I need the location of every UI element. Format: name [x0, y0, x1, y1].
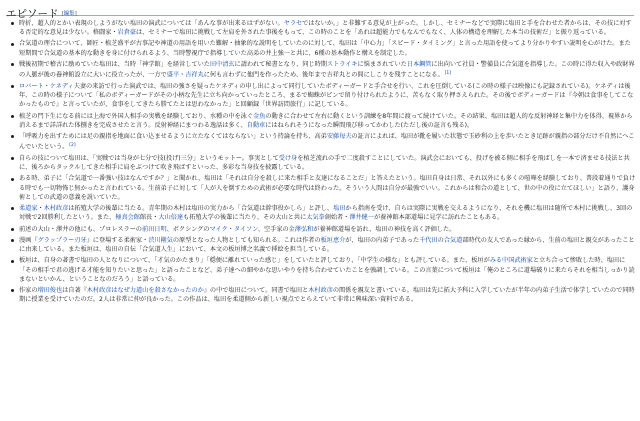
bullet-icon [11, 239, 14, 242]
text-run: 合気道の理合について、師匠・植芝盛平が古事記や神道の用語を用いた難解・抽象的な説明をしていたのに対して、塩田は「中心力」「スピード・タイミング」と言った用語を使ってより分かりやすい説明を心がけた。また短期間で合気道の基本的な動きを身に付けられるよう、当時警視庁で指導していた高弟の井上強一と共に、6種の基本動作と構えを制定した。 [19, 40, 631, 57]
list-item-text [19, 154, 636, 172]
text-run: 自らの技について塩田は、「実戦では当身が七分で技(投げ)三分」というモットー。事実として [19, 155, 279, 162]
text-run: 漫画『 [19, 236, 38, 244]
bullet-icon [11, 135, 14, 138]
text-run: 、ボクシングの [166, 225, 210, 233]
list-item-text [19, 60, 636, 80]
inline-link[interactable]: 木村政彦 [43, 205, 69, 213]
bullet-icon [11, 115, 14, 118]
inline-link[interactable]: 大山倍達 [158, 214, 184, 222]
inline-link[interactable]: 金澤弘和 [288, 225, 314, 233]
list-item [8, 174, 636, 201]
list-item [8, 236, 636, 254]
inline-link[interactable]: 受け身 [278, 155, 298, 162]
edit-link-label[interactable]: 編集 [63, 11, 75, 17]
list-item-text [19, 225, 636, 234]
inline-link[interactable]: 極真会館 [115, 214, 140, 222]
bullet-icon [11, 228, 14, 231]
list-item-text [19, 39, 636, 57]
text-run: は、セミナーで塩田に挑戦して左肩を外された事後をもって、この時のことを「あれは超能力でもなんでもなく、人体の構造を理解した本当の技術だ」と振り返っている。 [136, 29, 610, 37]
text-run: の [437, 236, 444, 244]
list-item [8, 39, 636, 57]
list-item-text [19, 174, 636, 201]
bullet-icon [11, 63, 14, 66]
text-run: 創始者・ [324, 214, 350, 222]
list-item [8, 204, 636, 222]
section-header [6, 2, 634, 20]
list-item-text [19, 204, 636, 222]
inline-link[interactable]: 自動車 [246, 121, 266, 129]
list-item-text [19, 236, 636, 254]
text-run: の証言によれば、塩田が靴を履いた状態で玉砂利の上を歩いたとき足跡が親指の部分だけ不自然にへこんでいたという。 [19, 133, 635, 151]
text-run: と立ち合って惨敗した時、塩田に「その相手で君の逃げる才能を知りたいと思った」と語ったことなど、弟子達への細やかな思いやりを持ち合わせていたことを強調している。この言葉について板垣は「俺のところに道場破りに来たらそれを相当しっかり読まないといかん、ということなのだろう」と語っている。 [19, 257, 635, 283]
text-run: 館長・ [139, 214, 159, 222]
inline-link[interactable]: 前田日明 [141, 225, 167, 233]
inline-link[interactable]: 合気道 [443, 236, 463, 244]
text-run: に悩まされていた [357, 60, 407, 68]
text-run: ある時、弟子に「合気道で一番強い技はなんですか？」と聞かれ、塩田は「それは自分を殺しに来た相手と友達になることだ」と答えたという。塩田自身は日常、それ以外にも多くの喧嘩を経験しており、普段着通りで負ける時でも一切物怖じ無かったと言われている。生前弟子に対して「人が人を倒すための武術が必要な時代は終わった。そういう人間は自分が最強でいい。これからは和合の道として、世の中の役に立てほしい」と語り、護身術としての武道の意義を説いていた。 [19, 175, 636, 201]
inline-link[interactable]: 木村政彦はなぜ力道山を殺さなかったのか [86, 287, 204, 294]
inline-link[interactable]: ストライキ [326, 60, 358, 68]
inline-link[interactable]: 柔道家 [19, 205, 38, 213]
list-item-text [19, 19, 636, 37]
list-item-text [19, 256, 636, 283]
text-run: にはねられそうになった瞬間飛び移ってかわした(ただし後の証言も残る)。 [265, 121, 474, 129]
inline-link[interactable]: 渋川剛気 [148, 236, 173, 244]
inline-link[interactable]: 安藤毎夫 [326, 133, 352, 141]
inline-link[interactable]: マイク・タイソン [209, 225, 258, 233]
inline-link[interactable]: 太気拳 [306, 214, 325, 222]
text-run: は自著『 [62, 287, 87, 294]
text-run: は拓殖大学の後輩に当たる。青年期の木村は塩田の実力から「合気道は幹事役かしら」と評し、 [68, 205, 334, 213]
text-run: が養神館道場を訪れ、塩田の神技を高く評価した。 [313, 225, 456, 233]
text-run: 部時代の友人であった縁から、生前の塩田と親交があったことに由来している。また板垣は、塩田の自伝「合気道人生」において、本文の板垣博之名義で挿絵を担当している。 [19, 236, 635, 254]
text-run: も拓殖大学の後輩に当たり、その大山と共に [183, 214, 307, 222]
inline-link[interactable]: 澤井健一 [349, 214, 374, 222]
text-run: 時折、超人的とかい表現のしようがない塩田の演武については「あんな事が出来るはずがない。 [19, 20, 284, 27]
inline-link[interactable]: 板垣恵介 [320, 236, 346, 244]
inline-link[interactable]: 千代田 [419, 236, 438, 244]
text-run: ではないか。」と非難する意見が上がった。しかし、セミナーなどで実際に塩田と手を合わせた者からは、その技に対する否定的な意見は少ない。格闘家・ [19, 20, 632, 37]
inline-link[interactable]: 田中清玄 [209, 60, 235, 68]
inline-link[interactable]: みる中国武術家 [489, 257, 533, 265]
bullet-icon [11, 43, 14, 46]
inline-link[interactable]: ヤラセ [283, 20, 303, 27]
list-item-text [19, 132, 636, 152]
list-item [8, 256, 636, 283]
list-item [8, 19, 636, 37]
inline-link[interactable]: 日本鋼管 [406, 60, 432, 68]
inline-link[interactable]: 岩倉豪 [117, 29, 137, 37]
list-item [8, 286, 636, 304]
list-item-text [19, 82, 636, 109]
inline-link[interactable]: 木村政彦 [308, 287, 333, 294]
text-run: の関係を親友と書いている。塩田は先に拓大予科に入学していたが半年の内弟子生活で体学していたので同時期に授業を受けていたのだ。2人は非常に仲が良かった。この作品は、塩田を柔道側から新しい視点でとらえていて非常に興味深い資料である。 [19, 287, 635, 304]
text-run: 』に登場する柔術家・ [86, 236, 149, 244]
bullet-icon [11, 207, 14, 210]
text-run: ・ [37, 205, 44, 213]
inline-link[interactable]: 盛平・吉祥丸 [166, 71, 204, 79]
text-run: 夫妻の来訪で行った演武では、塩田の強さを疑ったケネディの申し出によって同行していたボディーガードと手合せを行い、これを圧倒している(この時の様子は映像にも記録されている)。ケネディは後年、この時の様子について「私のボディーガードがその小柄な先生に立ち向かっていったところ、まるで蜘蛛がピンで留り付けられたように、苦もなく取り押さえられた。その後でボディーガードは『今朝は食事をしてこなかったもので』と言っていたが、食事をしてきたら勝てたとは思わなかった」と回顧録「世界訪問旅行」に記している。 [19, 82, 634, 109]
section-title: エピソード [6, 8, 59, 20]
inline-link[interactable]: 塩田 [333, 205, 346, 213]
edit-link[interactable]: [編集] [61, 11, 77, 17]
list-item-text [19, 286, 636, 304]
text-run: 戦後初期で稽古に励めていた塩田は、当時「神学館」を経営していた [19, 60, 210, 68]
text-run: を植芝流れの手で二度殺すことにしていた。演武会においても、投げを被る側に相手を飛ばしを一本で済ませる技法と共に、後ろからタックルしてきた相手に肩をぶつけて吹き飛ばすといった、多彩な当身技を披露している。 [19, 155, 630, 172]
bullet-icon [11, 289, 14, 292]
text-run: に出向いて社員・警備員に合気道を指導した。この時に得た収入や政財界の人脈が後の養神館設立に大いに役立ったが、一方で [19, 60, 635, 79]
text-run: 「呼吸力を出すためには足の親指を地面に食い込ませるように立たなくてはならない」という持論を持ち、高弟 [19, 133, 327, 141]
bullet-icon [11, 22, 14, 25]
bullet-icon [11, 85, 14, 88]
list-item-text [19, 112, 636, 130]
list-item [8, 154, 636, 172]
bullet-icon [11, 157, 14, 160]
citation-link[interactable]: [2] [69, 143, 76, 149]
text-run: が養神館本部道場に見学に訪れたこともある。 [373, 214, 504, 222]
list-item [8, 60, 636, 80]
text-run: 作家の [19, 287, 38, 294]
text-run: 』の中で塩田について。同書で塩田と [203, 287, 309, 294]
episode-list [8, 19, 636, 306]
text-run: から指南を受け、自らは実際に実戦を交えるようになり、それを機に塩田は随所で木村に挑戦し、3回の対戦で2回勝利したという。また、 [19, 205, 633, 222]
citation-link[interactable]: [1] [444, 71, 451, 77]
text-run: の原型となった人物としても知られる。これは作者の [172, 236, 321, 244]
text-run: 、空手家の [257, 225, 289, 233]
inline-link[interactable]: 金魚 [252, 112, 266, 120]
inline-link[interactable]: ロバート・ケネディ [19, 82, 74, 90]
text-run: の動きに合わせて左右に動くという訓練を8年間に渡って続けていた。その結果、塩田は超人的な反射神経と集中力を体得、視界から消えるまで詳詳れた体捌きを完成させたと言う。反射神経にまつわる逸話は多く、 [19, 112, 633, 129]
inline-link[interactable]: 増田俊也 [37, 287, 63, 294]
bullet-icon [11, 260, 14, 263]
text-run: 前述の大山・澤井の他にも、プロレスラーの [19, 225, 142, 233]
inline-link[interactable]: グラップラー刃牙 [37, 236, 87, 244]
list-item [8, 132, 636, 152]
bullet-icon [11, 178, 14, 181]
text-run: に何も言わずに他門を作ったため、後年まで吉祥丸との間にしこりを残すことになる。 [203, 71, 444, 79]
list-item [8, 112, 636, 130]
text-run: 板垣は、自身の著書で塩田の人となりについて、「才気のかたまり」「穏便に離れていった感じ」をしていたと評しており、「中学生の様な」とも評している。また、板垣が [19, 257, 490, 265]
list-item [8, 82, 636, 109]
text-run: が、塩田の内弟子であった [345, 236, 420, 244]
text-run: に請われて秘書となり、同じ時期 [234, 60, 327, 68]
text-run: 植芝の門下生になる前には上海で外国人相手の実戦を経験しており、水種の中を泳ぐ [19, 112, 253, 120]
list-item [8, 225, 636, 234]
